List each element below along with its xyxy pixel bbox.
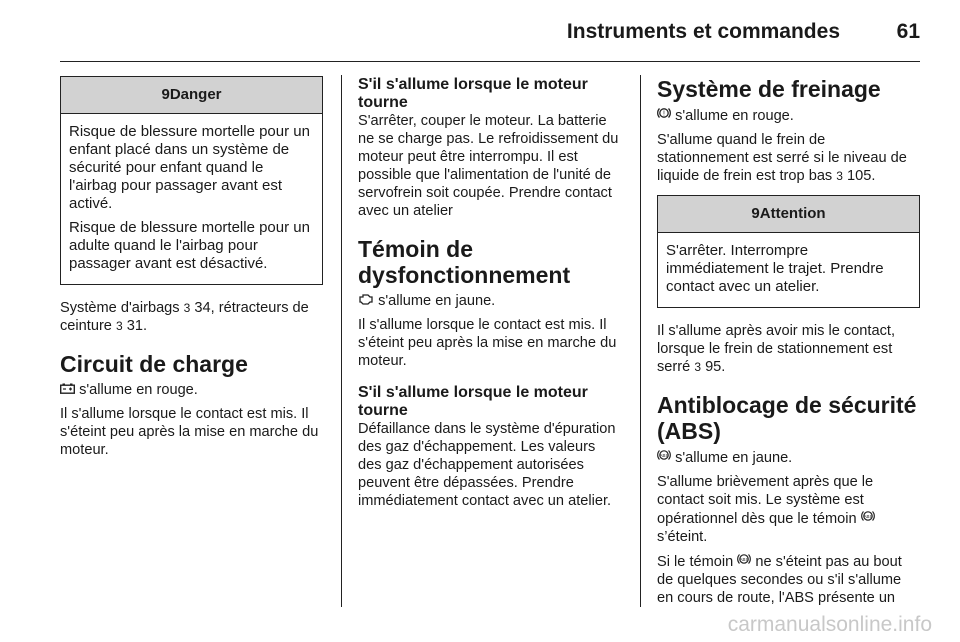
attention-paragraph: S'arrêter. Interrompre immédiatement le trajet. Prendre contact avec un atelier.	[666, 242, 884, 295]
danger-box-body	[61, 114, 322, 284]
svg-text:ABS: ABS	[863, 513, 873, 519]
attention-box-header	[658, 196, 919, 233]
header-rule	[60, 61, 920, 62]
ref-arrow-icon: 3	[694, 360, 701, 374]
danger-box	[60, 76, 323, 285]
charging-body: Il s'allume lorsque le contact est mis. Il s'éteint peu après la mise en marche du moteur.	[60, 406, 319, 458]
column-1	[60, 76, 323, 465]
subheading-engine-running-1: S'il s'allume lorsque le moteur tourne	[358, 76, 588, 111]
svg-text:ABS: ABS	[659, 452, 669, 458]
abs-icon-line: ABS s'allume en jaune.	[657, 448, 920, 467]
ref-arrow-icon: 3	[183, 301, 191, 315]
column-divider-1	[341, 75, 342, 607]
brake-icon-line: ! s'allume en rouge.	[657, 106, 920, 125]
section-title-malfunction: Témoin de dysfonctionnement	[358, 236, 571, 288]
airbag-references: Système d'airbags 3 34, rétracteurs de ceinture 3 31.	[60, 300, 309, 334]
svg-text:ABS: ABS	[739, 556, 749, 562]
malfunction-body: Il s'allume lorsque le contact est mis. Il s'éteint peu après la mise en marche du moteur.	[358, 317, 617, 369]
attention-box	[657, 195, 920, 308]
attention-box-title: Attention	[759, 205, 826, 222]
abs-icon	[861, 509, 875, 528]
abs-paragraph-1: S'allume brièvement après que le contact soit mis. Le système est opérationnel dès que le témoin ABS s’éteint.	[657, 474, 874, 545]
warning-triangle-icon: 9	[751, 205, 760, 222]
watermark: carmanualsonline.info	[727, 613, 932, 636]
svg-text:!: !	[663, 110, 665, 118]
column-2	[358, 76, 622, 516]
page-number: 61	[896, 20, 920, 43]
charging-icon-line: s'allume en rouge.	[60, 381, 323, 399]
engine-running-body-2: Défaillance dans le système d'épuration des gaz d'échappement. Les valeurs des gaz d'échappement autorisées peuvent être dépassées. Prendre immédiatement contact avec un atelier.	[358, 421, 616, 509]
section-title-charging: Circuit de charge	[60, 351, 248, 377]
brake-paragraph-1: S'allume quand le frein de stationnement est serré si le niveau de liquide de frein est trop bas 3 105.	[657, 132, 907, 184]
brake-warning-icon	[657, 106, 671, 125]
danger-box-title: Danger	[169, 86, 222, 103]
section-title-abs: Antiblocage de sécurité (ABS)	[657, 392, 917, 444]
column-3	[657, 76, 920, 613]
column-divider-2	[640, 75, 641, 607]
attention-box-body	[658, 233, 919, 307]
ref-arrow-icon: 3	[836, 169, 843, 183]
danger-paragraph-1: Risque de blessure mortelle pour un enfant placé dans un système de sécurité pour enfant quand le l'airbag pour passager avant est activé.	[69, 123, 310, 212]
danger-paragraph-2: Risque de blessure mortelle pour un adulte quand le l'airbag pour passager avant est désactivé.	[69, 219, 310, 272]
battery-icon	[60, 381, 75, 399]
section-title-brakes: Système de freinage	[657, 76, 881, 102]
ref-arrow-icon: 3	[115, 319, 123, 333]
warning-triangle-icon: 9	[161, 86, 170, 103]
danger-box-header	[61, 77, 322, 114]
brake-paragraph-2: Il s'allume après avoir mis le contact, lorsque le frein de stationnement est serré 3 95.	[657, 323, 895, 375]
page-header-title: Instruments et commandes	[566, 20, 840, 43]
abs-icon	[657, 448, 671, 467]
subheading-engine-running-2: S'il s'allume lorsque le moteur tourne	[358, 384, 588, 419]
engine-check-icon	[358, 292, 374, 310]
abs-paragraph-2: Si le témoin ABS ne s'éteint pas au bout de quelques secondes ou s'il s'allume en cours de route, l'ABS présente un	[657, 554, 902, 606]
abs-icon	[737, 552, 751, 571]
engine-running-body-1: S'arrêter, couper le moteur. La batterie ne se charge pas. Le refroidissement du moteur peut être interrompu. Il est possible que l'alimentation de l'unité de servofrein soit coupée. Prendre contact avec un atelier	[358, 113, 619, 219]
malfunction-icon-line: s'allume en jaune.	[358, 292, 622, 310]
